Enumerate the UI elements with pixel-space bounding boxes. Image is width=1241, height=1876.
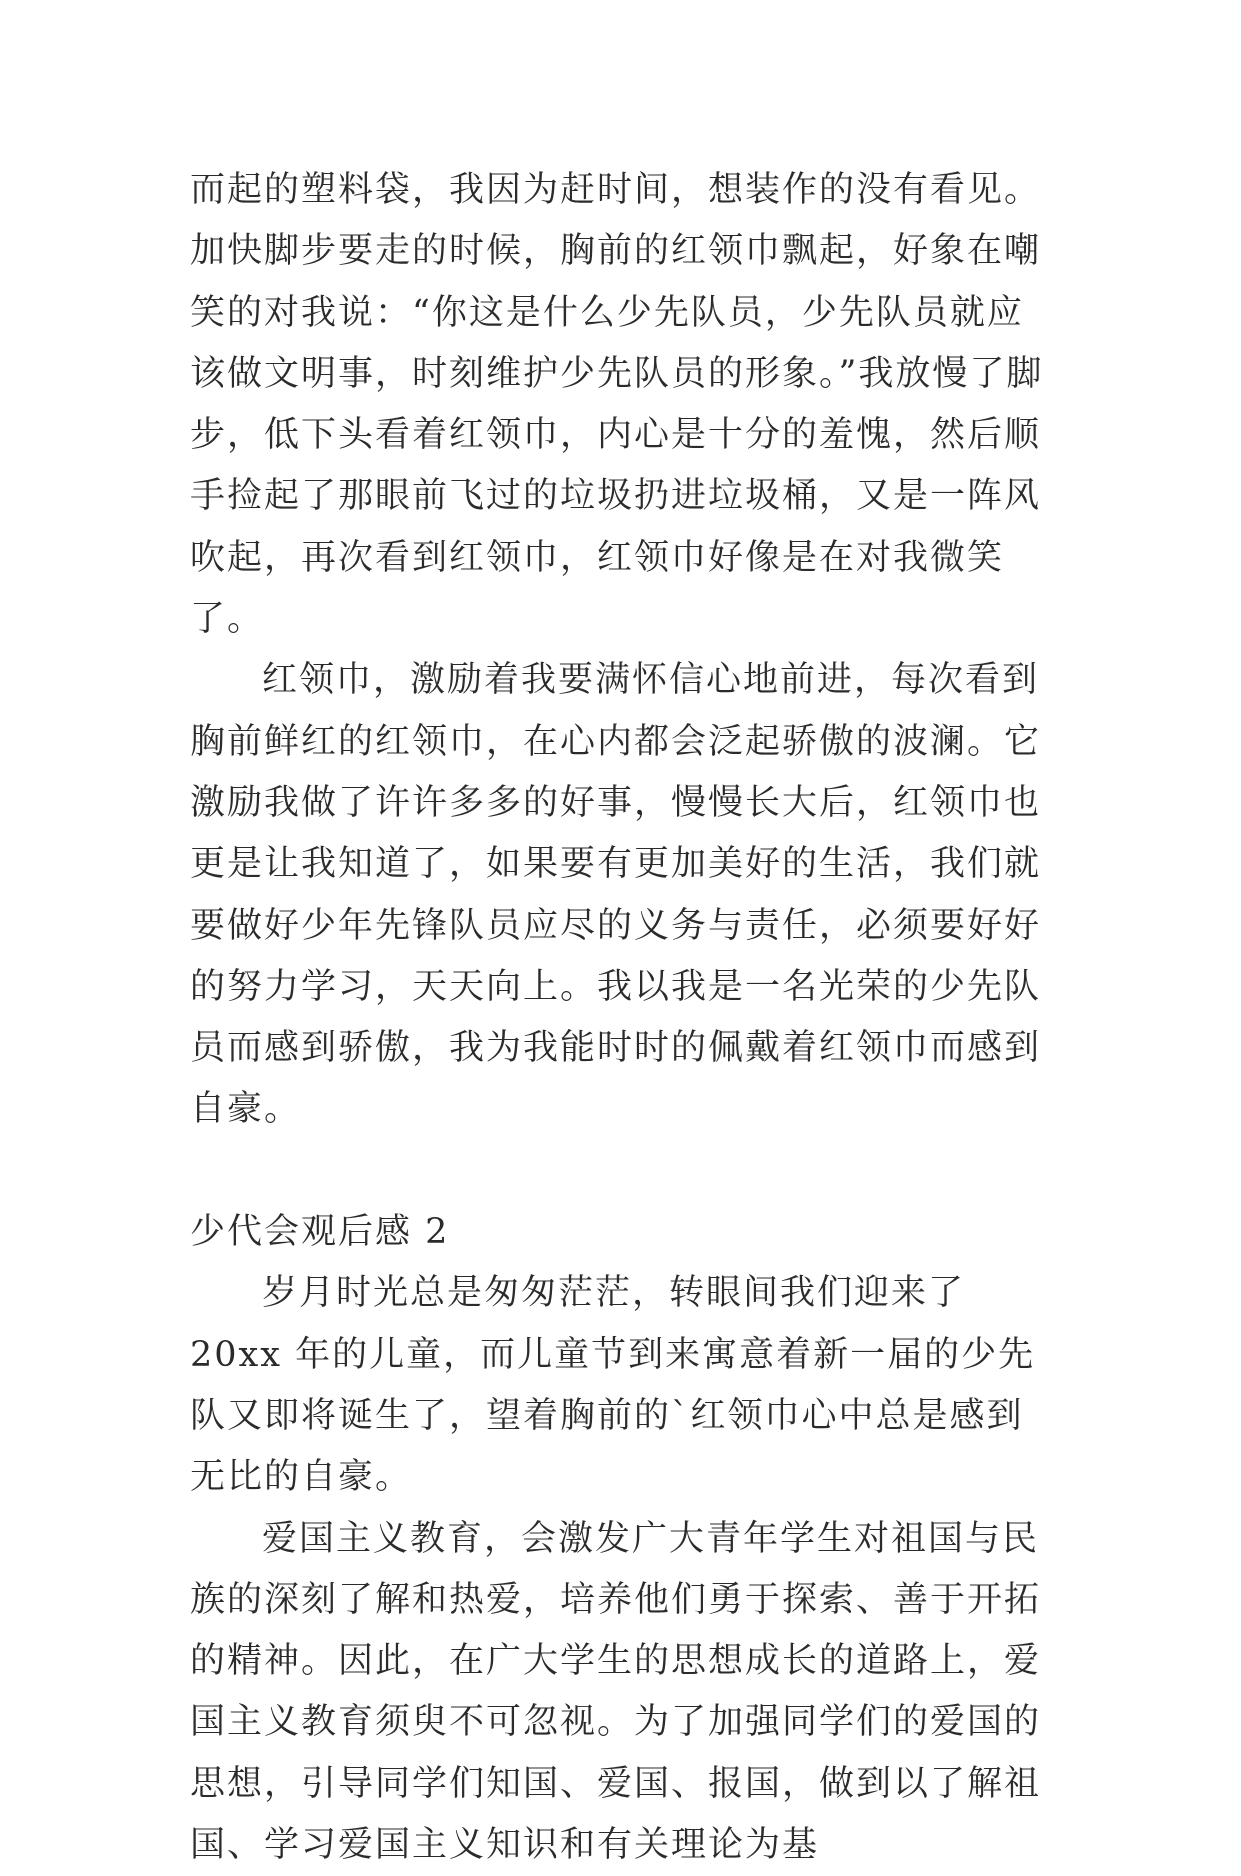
document-body: [190, 160, 1060, 1876]
paragraph-2: 红领巾，激励着我要满怀信心地前进，每次看到胸前鲜红的红领巾，在心内都会泛起骄傲的波澜。它激励我做了许许多多的好事，慢慢长大后，红领巾也更是让我知道了，如果要有更加美好的生活，我们就要做好少年先锋队员应尽的义务与责任，必须要好好的努力学习，天天向上。我以我是一名光荣的少先队员而感到骄傲，我为我能时时的佩戴着红领巾而感到自豪。: [190, 660, 1042, 1130]
paragraph-4: 爱国主义教育，会激发广大青年学生对祖国与民族的深刻了解和热爱，培养他们勇于探索、善于开拓的精神。因此，在广大学生的思想成长的道路上，爱国主义教育须臾不可忽视。为了加强同学们的爱国的思想，引导同学们知国、爱国、报国，做到以了解祖国、学习爱国主义知识和有关理论为基: [190, 1518, 1042, 1866]
paragraph-1: 而起的塑料袋，我因为赶时间，想装作的没有看见。加快脚步要走的时候，胸前的红领巾飘起，好象在嘲笑的对我说：“你这是什么少先队员，少先队员就应该做文明事，时刻维护少先队员的形象。”我放慢了脚步，低下头看着红领巾，内心是十分的羞愧，然后顺手捡起了那眼前飞过的垃圾扔进垃圾桶，又是一阵风吹起，再次看到红领巾，红领巾好像是在对我微笑了。: [190, 170, 1044, 640]
paragraph-3: 岁月时光总是匆匆茫茫，转眼间我们迎来了 20xx 年的儿童，而儿童节到来寓意着新一届的少先队又即将诞生了，望着胸前的`红领巾心中总是感到无比的自豪。: [190, 1273, 1036, 1498]
section-gap: [190, 1141, 1060, 1202]
section-heading: 少代会观后感 2: [190, 1212, 450, 1253]
